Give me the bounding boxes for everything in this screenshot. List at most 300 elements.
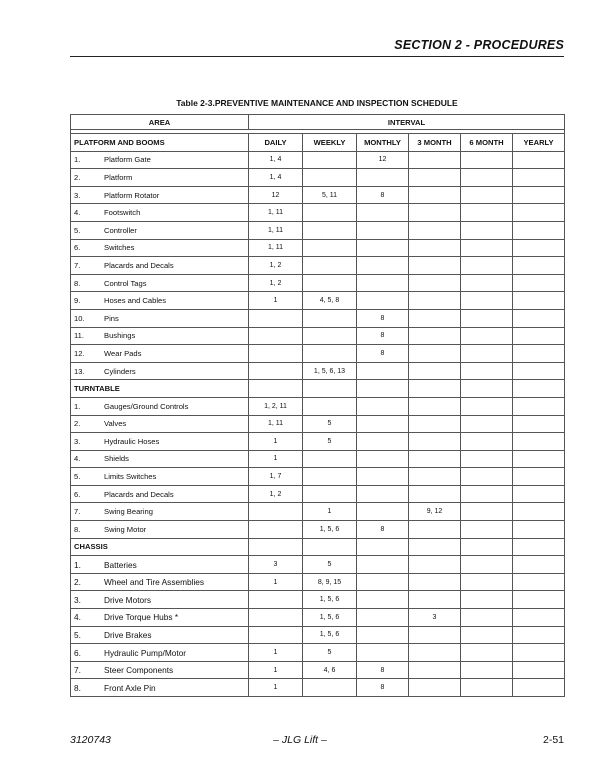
row-number: 2. (74, 172, 81, 182)
interval-cell (357, 415, 409, 433)
interval-cell (513, 239, 565, 257)
area-name: Control Tags (104, 278, 147, 288)
interval-cell (461, 661, 513, 679)
interval-cell (461, 644, 513, 662)
row-number: 1. (74, 559, 81, 570)
interval-cell: 8 (357, 521, 409, 539)
interval-cell (513, 609, 565, 627)
area-name: Steer Components (104, 665, 174, 676)
area-cell (71, 591, 249, 609)
table-header-row (71, 115, 565, 130)
area-cell (71, 327, 249, 345)
interval-cell (303, 397, 357, 415)
interval-cell (409, 485, 461, 503)
row-number: 6. (74, 243, 81, 253)
maintenance-schedule-table (70, 114, 565, 697)
area-cell (71, 626, 249, 644)
section-row (71, 380, 565, 398)
row-number: 3. (74, 436, 81, 446)
interval-cell (513, 345, 565, 363)
table-row (71, 415, 565, 433)
interval-cell: 1, 2 (249, 274, 303, 292)
table-row (71, 397, 565, 415)
interval-cell (409, 345, 461, 363)
area-name: Pins (104, 313, 119, 323)
interval-cell (461, 221, 513, 239)
interval-cell (513, 679, 565, 697)
interval-cell (357, 485, 409, 503)
area-cell (71, 397, 249, 415)
row-number: 9. (74, 296, 81, 306)
interval-cell (409, 221, 461, 239)
section-label: PLATFORM AND BOOMS (71, 134, 249, 152)
area-cell (71, 521, 249, 539)
area-cell (71, 433, 249, 451)
interval-cell (461, 186, 513, 204)
interval-cell: 1, 2 (249, 257, 303, 275)
area-name: Swing Bearing (104, 507, 153, 517)
area-cell (71, 362, 249, 380)
interval-cell: 1, 4 (249, 151, 303, 169)
area-name: Placards and Decals (104, 489, 174, 499)
interval-cell (409, 556, 461, 574)
interval-cell (461, 503, 513, 521)
section-row-cell (513, 538, 565, 556)
interval-cell (461, 485, 513, 503)
area-name: Batteries (104, 559, 137, 570)
interval-cell (409, 274, 461, 292)
interval-header: INTERVAL (249, 115, 565, 130)
interval-cell (409, 397, 461, 415)
interval-cell (249, 626, 303, 644)
interval-column-header: 6 MONTH (461, 134, 513, 152)
interval-cell (249, 503, 303, 521)
interval-cell (303, 679, 357, 697)
area-name: Platform (104, 172, 133, 182)
interval-cell (461, 345, 513, 363)
interval-cell (461, 151, 513, 169)
interval-cell (513, 292, 565, 310)
interval-cell (303, 327, 357, 345)
interval-cell (357, 626, 409, 644)
interval-cell (461, 169, 513, 187)
interval-column-header: 3 MONTH (409, 134, 461, 152)
interval-cell (513, 644, 565, 662)
interval-column-header: DAILY (249, 134, 303, 152)
area-name: Hydraulic Hoses (104, 436, 160, 446)
area-cell (71, 151, 249, 169)
section-header: SECTION 2 - PROCEDURES (394, 38, 564, 52)
interval-cell (461, 679, 513, 697)
section-row-cell (357, 380, 409, 398)
interval-cell (461, 415, 513, 433)
interval-cell (249, 327, 303, 345)
area-name: Hoses and Cables (104, 296, 167, 306)
row-number: 2. (74, 419, 81, 429)
interval-cell: 5 (303, 556, 357, 574)
interval-cell: 1, 5, 6 (303, 609, 357, 627)
row-number: 5. (74, 472, 81, 482)
interval-cell (409, 151, 461, 169)
table-row (71, 468, 565, 486)
area-cell (71, 309, 249, 327)
area-name: Switches (104, 243, 135, 253)
interval-cell (409, 591, 461, 609)
interval-cell (461, 556, 513, 574)
row-number: 1. (74, 155, 81, 165)
interval-cell (357, 433, 409, 451)
area-name: Platform Gate (104, 155, 151, 165)
area-cell (71, 239, 249, 257)
area-name: Platform Rotator (104, 190, 160, 200)
area-cell (71, 169, 249, 187)
interval-cell (461, 591, 513, 609)
section-row-cell (513, 380, 565, 398)
interval-cell (249, 521, 303, 539)
interval-cell: 8 (357, 661, 409, 679)
interval-cell (357, 591, 409, 609)
area-cell (71, 573, 249, 591)
table-row (71, 345, 565, 363)
interval-cell (357, 468, 409, 486)
interval-cell (513, 186, 565, 204)
interval-cell: 1, 7 (249, 468, 303, 486)
interval-cell (409, 292, 461, 310)
interval-cell (409, 239, 461, 257)
interval-cell (461, 626, 513, 644)
area-name: Drive Motors (104, 594, 152, 605)
interval-cell: 1, 4 (249, 169, 303, 187)
interval-cell (513, 257, 565, 275)
interval-cell (249, 309, 303, 327)
interval-cell (513, 274, 565, 292)
row-number: 7. (74, 665, 81, 676)
area-name: Gauges/Ground Controls (104, 401, 189, 411)
interval-cell (249, 609, 303, 627)
interval-cell (409, 327, 461, 345)
table-row (71, 644, 565, 662)
table-row (71, 169, 565, 187)
table-row (71, 204, 565, 222)
interval-cell (357, 556, 409, 574)
row-number: 3. (74, 594, 81, 605)
interval-cell (409, 521, 461, 539)
interval-cell (249, 362, 303, 380)
interval-column-header: MONTHLY (357, 134, 409, 152)
table-row (71, 591, 565, 609)
area-name: Placards and Decals (104, 260, 174, 270)
interval-cell: 9, 12 (409, 503, 461, 521)
interval-cell (303, 257, 357, 275)
row-number: 4. (74, 612, 81, 623)
interval-cell (461, 397, 513, 415)
table-row (71, 362, 565, 380)
interval-column-header: YEARLY (513, 134, 565, 152)
row-number: 8. (74, 278, 81, 288)
table-row (71, 556, 565, 574)
interval-cell: 1, 5, 6 (303, 521, 357, 539)
interval-cell: 8 (357, 186, 409, 204)
interval-cell (303, 274, 357, 292)
interval-cell (303, 169, 357, 187)
interval-cell: 4, 6 (303, 661, 357, 679)
interval-cell: 1 (249, 679, 303, 697)
area-cell (71, 503, 249, 521)
interval-column-header: WEEKLY (303, 134, 357, 152)
interval-cell (461, 521, 513, 539)
interval-cell (409, 415, 461, 433)
area-cell (71, 257, 249, 275)
section-row-cell (303, 538, 357, 556)
interval-cell (303, 468, 357, 486)
interval-cell: 12 (357, 151, 409, 169)
interval-cell (461, 573, 513, 591)
interval-cell: 1 (249, 433, 303, 451)
interval-cell (461, 274, 513, 292)
row-number: 8. (74, 524, 81, 534)
interval-cell (513, 327, 565, 345)
interval-cell (357, 274, 409, 292)
interval-cell: 8 (357, 327, 409, 345)
interval-cell (249, 345, 303, 363)
section-row-cell (461, 380, 513, 398)
interval-cell: 1 (249, 292, 303, 310)
area-name: Controller (104, 225, 137, 235)
interval-cell (357, 221, 409, 239)
area-name: Wheel and Tire Assemblies (104, 577, 205, 588)
interval-cell (357, 362, 409, 380)
section-row-cell (249, 380, 303, 398)
interval-cell (513, 450, 565, 468)
row-number: 6. (74, 489, 81, 499)
interval-cell (513, 221, 565, 239)
table-row (71, 151, 565, 169)
table-row (71, 450, 565, 468)
interval-cell (513, 626, 565, 644)
table-row (71, 274, 565, 292)
row-number: 7. (74, 507, 81, 517)
area-cell (71, 485, 249, 503)
interval-cell (461, 450, 513, 468)
interval-cell (303, 151, 357, 169)
interval-cell: 8 (357, 679, 409, 697)
interval-cell (409, 573, 461, 591)
interval-cell (357, 609, 409, 627)
interval-cell (513, 573, 565, 591)
interval-cell (303, 239, 357, 257)
interval-cell (409, 450, 461, 468)
interval-cell (409, 626, 461, 644)
table-row (71, 521, 565, 539)
area-cell (71, 221, 249, 239)
interval-cell (513, 556, 565, 574)
row-number: 5. (74, 629, 81, 640)
table-row (71, 327, 565, 345)
area-cell (71, 450, 249, 468)
row-number: 2. (74, 577, 81, 588)
interval-cell: 8 (357, 309, 409, 327)
interval-cell: 1, 11 (249, 415, 303, 433)
interval-cell (513, 415, 565, 433)
area-name: Swing Motor (104, 524, 147, 534)
row-number: 13. (74, 366, 85, 376)
interval-cell (357, 450, 409, 468)
table-row (71, 661, 565, 679)
area-cell (71, 274, 249, 292)
interval-cell (513, 309, 565, 327)
interval-cell (461, 292, 513, 310)
interval-cell (409, 644, 461, 662)
table-row (71, 186, 565, 204)
area-cell (71, 292, 249, 310)
interval-cell (513, 468, 565, 486)
interval-cell: 1 (249, 644, 303, 662)
interval-cell (461, 309, 513, 327)
interval-cell: 8, 9, 15 (303, 573, 357, 591)
row-number: 3. (74, 190, 81, 200)
area-name: Cylinders (104, 366, 136, 376)
area-name: Shields (104, 454, 129, 464)
interval-cell (513, 503, 565, 521)
interval-cell: 1, 5, 6 (303, 626, 357, 644)
section-label: TURNTABLE (71, 380, 249, 398)
interval-cell (357, 204, 409, 222)
area-cell (71, 204, 249, 222)
interval-cell (409, 309, 461, 327)
interval-cell (461, 204, 513, 222)
interval-cell: 5 (303, 644, 357, 662)
interval-cell: 1 (249, 450, 303, 468)
interval-cell: 8 (357, 345, 409, 363)
area-cell (71, 556, 249, 574)
area-name: Valves (104, 419, 127, 429)
interval-cell: 4, 5, 8 (303, 292, 357, 310)
interval-cell (409, 433, 461, 451)
interval-cell: 1, 2 (249, 485, 303, 503)
footer-brand: – JLG Lift – (273, 734, 327, 746)
section-row-cell (409, 538, 461, 556)
area-name: Drive Brakes (104, 629, 152, 640)
row-number: 1. (74, 401, 81, 411)
section-row (71, 134, 565, 152)
interval-cell: 12 (249, 186, 303, 204)
table-row (71, 485, 565, 503)
interval-cell: 5, 11 (303, 186, 357, 204)
interval-cell (409, 468, 461, 486)
interval-cell (513, 521, 565, 539)
area-name: Drive Torque Hubs * (104, 612, 179, 623)
area-cell (71, 644, 249, 662)
interval-cell: 1 (303, 503, 357, 521)
interval-cell (461, 362, 513, 380)
interval-cell (357, 169, 409, 187)
table-row (71, 609, 565, 627)
interval-cell (513, 169, 565, 187)
section-row-cell (303, 380, 357, 398)
area-name: Bushings (104, 331, 136, 341)
interval-cell (461, 433, 513, 451)
row-number: 5. (74, 225, 81, 235)
interval-cell: 1 (249, 573, 303, 591)
interval-cell (513, 591, 565, 609)
area-cell (71, 186, 249, 204)
interval-cell (461, 468, 513, 486)
interval-cell (513, 397, 565, 415)
interval-cell (513, 151, 565, 169)
interval-cell (409, 186, 461, 204)
interval-cell: 1, 11 (249, 239, 303, 257)
interval-cell (409, 257, 461, 275)
section-row (71, 538, 565, 556)
interval-cell (357, 239, 409, 257)
table-row (71, 257, 565, 275)
table-row (71, 573, 565, 591)
section-row-cell (357, 538, 409, 556)
area-name: Hydraulic Pump/Motor (104, 647, 187, 658)
interval-cell: 1 (249, 661, 303, 679)
row-number: 10. (74, 313, 85, 323)
interval-cell (513, 433, 565, 451)
interval-cell (461, 327, 513, 345)
interval-cell (513, 362, 565, 380)
interval-cell (303, 221, 357, 239)
interval-cell (461, 609, 513, 627)
interval-cell: 1, 5, 6 (303, 591, 357, 609)
row-number: 6. (74, 647, 81, 658)
table-row (71, 309, 565, 327)
interval-cell (409, 679, 461, 697)
interval-cell: 5 (303, 433, 357, 451)
interval-cell (513, 661, 565, 679)
interval-cell: 5 (303, 415, 357, 433)
interval-cell (357, 503, 409, 521)
interval-cell (357, 292, 409, 310)
header-rule (70, 56, 564, 57)
area-cell (71, 415, 249, 433)
interval-cell (303, 345, 357, 363)
area-cell (71, 468, 249, 486)
row-number: 4. (74, 208, 81, 218)
table-row (71, 292, 565, 310)
section-row-cell (461, 538, 513, 556)
interval-cell (357, 257, 409, 275)
table-row (71, 239, 565, 257)
area-cell (71, 661, 249, 679)
page-number: 2-51 (542, 734, 564, 746)
section-row-cell (249, 538, 303, 556)
interval-cell: 3 (409, 609, 461, 627)
table-row (71, 679, 565, 697)
table-title: Table 2-3.PREVENTIVE MAINTENANCE AND INSPECTION SCHEDULE (176, 98, 458, 108)
row-number: 12. (74, 348, 85, 358)
row-number: 4. (74, 454, 81, 464)
area-name: Footswitch (104, 208, 141, 218)
table-row (71, 221, 565, 239)
interval-cell (303, 450, 357, 468)
interval-cell (513, 485, 565, 503)
interval-cell (409, 169, 461, 187)
area-name: Front Axle Pin (104, 682, 156, 693)
interval-cell: 1, 11 (249, 221, 303, 239)
table-row (71, 433, 565, 451)
interval-cell (461, 257, 513, 275)
section-row-cell (409, 380, 461, 398)
table-row (71, 626, 565, 644)
row-number: 11. (74, 331, 84, 341)
interval-cell: 1, 11 (249, 204, 303, 222)
area-name: Wear Pads (104, 348, 142, 358)
interval-cell (303, 204, 357, 222)
